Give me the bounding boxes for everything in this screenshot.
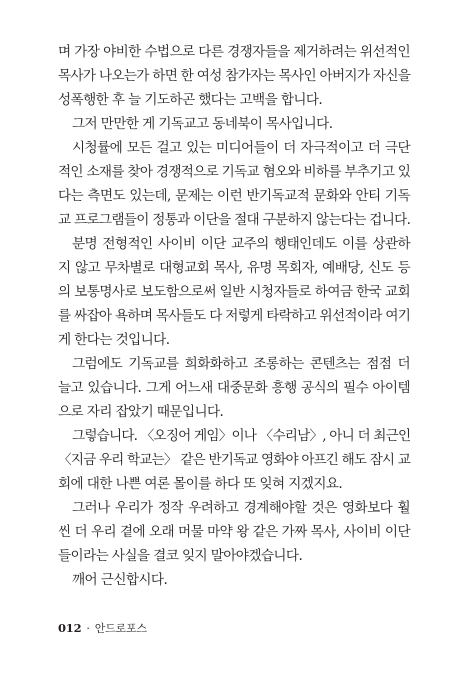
running-title: 안드로포스 — [94, 622, 147, 635]
text-line: 교 프로그램들이 정통과 이단을 절대 구분하지 않는다는 겁니다. — [58, 212, 411, 228]
text-line: 성폭행한 후 늘 기도하곤 했다는 고백을 합니다. — [58, 92, 323, 108]
text-line: 늘고 있습니다. 그게 어느새 대중문화 흥행 공식의 필수 아이템 — [58, 380, 410, 396]
paragraph — [58, 496, 410, 568]
text-line: 그렇습니다. 〈오징어 게임〉이나 〈수리남〉, 아니 더 최근인 — [72, 428, 411, 444]
text-line: 며 가장 야비한 수법으로 다른 경쟁자들을 제거하려는 위선적인 — [58, 44, 410, 60]
text-line: 그러나 우리가 정작 우려하고 경계해야할 것은 영화보다 훨 — [72, 500, 410, 516]
text-line: 게 한다는 것입니다. — [58, 332, 170, 348]
text-line: 목사가 나오는가 하면 한 여성 참가자는 목사인 아버지가 자신을 — [58, 68, 411, 84]
page-footer — [58, 620, 147, 636]
text-line: 씬 더 우리 곁에 오래 머물 마약 왕 같은 가짜 목사, 사이비 이단 — [58, 524, 410, 540]
text-line: 〈지금 우리 학교는〉 같은 반기독교 영화야 아프긴 해도 잠시 교 — [58, 452, 410, 468]
text-line: 분명 전형적인 사이비 이단 교주의 행태인데도 이를 상관하 — [72, 236, 410, 252]
text-line: 다는 측면도 있는데, 문제는 이런 반기독교적 문화와 안티 기독 — [58, 188, 410, 204]
text-line: 깨어 근신합시다. — [72, 572, 168, 588]
text-line: 시청률에 모든 걸고 있는 미디어들이 더 자극적이고 더 극단 — [72, 140, 410, 156]
text-line: 의 보통명사로 보도함으로써 일반 시청자들로 하여금 한국 교회 — [58, 284, 410, 300]
text-line: 으로 자리 잡았기 때문입니다. — [58, 404, 224, 420]
paragraph — [58, 424, 410, 496]
paragraph — [58, 232, 410, 352]
text-line: 그럼에도 기독교를 희화화하고 조롱하는 콘텐츠는 점점 더 — [72, 356, 410, 372]
paragraph — [58, 40, 410, 112]
footer-separator: · — [86, 622, 90, 635]
text-line: 를 싸잡아 욕하며 목사들도 다 저렇게 타락하고 위선적이라 여기 — [58, 308, 411, 324]
paragraph — [58, 568, 410, 592]
text-line: 들이라는 사실을 결코 잊지 말아야겠습니다. — [58, 548, 303, 564]
text-line: 그저 만만한 게 기독교고 동네북이 목사입니다. — [72, 116, 333, 132]
text-line: 지 않고 무차별로 대형교회 목사, 유명 목회자, 예배당, 신도 등 — [58, 260, 410, 276]
paragraph — [58, 112, 410, 136]
paragraph — [58, 352, 410, 424]
text-line: 회에 대한 나쁜 여론 몰이를 하다 또 잊혀 지겠지요. — [58, 476, 343, 492]
paragraph — [58, 136, 410, 232]
text-line: 적인 소재를 찾아 경쟁적으로 기독교 혐오와 비하를 부추기고 있 — [58, 164, 411, 180]
body-text — [58, 40, 410, 592]
page-number: 012 — [58, 621, 82, 635]
